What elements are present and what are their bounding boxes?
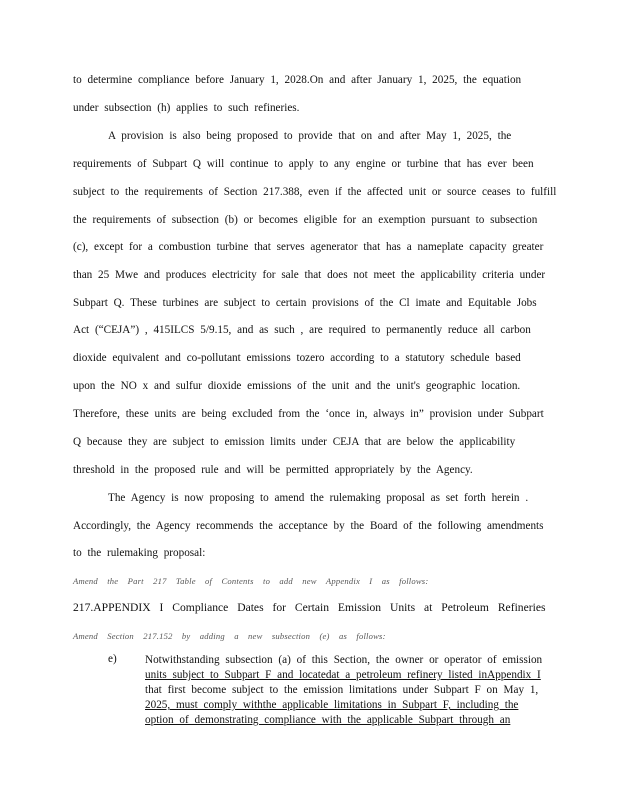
subsection-line: Notwithstanding subsection (a) of this Section, the owner or operator of emission [145,654,543,666]
amendment-instruction: Amend Section 217.152 by adding a new subsection (e) as follows: [73,631,386,641]
body-line: to determine compliance before January 1, 2028.On and after January 1, 2025, the equation [73,74,522,86]
body-line: the requirements of subsection (b) or becomes eligible for an exemption pursuant to subsection [73,214,538,226]
body-line: dioxide equivalent and co-pollutant emissions tozero according to a statutory schedule based [73,352,521,364]
body-line: Act (“CEJA”) , 415ILCS 5/9.15, and as such , are required to permanently reduce all carbon [73,324,531,336]
subsection-line: 2025, must comply withthe applicable limitations in Subpart F, including the [145,699,519,711]
subsection-line: option of demonstrating compliance with the applicable Subpart through an [145,714,511,726]
body-line: threshold in the proposed rule and will be permitted appropriately by the Agency. [73,464,473,476]
appendix-heading: 217.APPENDIX I Compliance Dates for Certain Emission Units at Petroleum Refineries [73,601,546,614]
body-line: Q because they are subject to emission limits under CEJA that are below the applicability [73,436,516,448]
amendment-instruction: Amend the Part 217 Table of Contents to add new Appendix I as follows: [73,576,429,586]
body-line: Accordingly, the Agency recommends the acceptance by the Board of the following amendments [73,520,544,532]
body-line: upon the NO x and sulfur dioxide emissions of the unit and the unit's geographic location. [73,380,521,392]
body-line: to the rulemaking proposal: [73,547,206,559]
body-line: than 25 Mwe and produces electricity for sale that does not meet the applicability criteria under [73,269,546,281]
body-line: under subsection (h) applies to such refineries. [73,102,300,114]
body-line: Subpart Q. These turbines are subject to certain provisions of the Cl imate and Equitable Jobs [73,297,537,309]
subsection-line: that first become subject to the emission limitations under Subpart F on May 1, [145,684,539,696]
body-line: requirements of Subpart Q will continue to apply to any engine or turbine that has ever been [73,158,534,170]
body-line: Therefore, these units are being excluded from the ‘once in, always in” provision under Subpart [73,408,544,420]
subsection-line: units subject to Subpart F and locatedat a petroleum refinery listed inAppendix I [145,669,541,681]
body-line: (c), except for a combustion turbine that serves agenerator that has a nameplate capacity greater [73,241,544,253]
body-line: A provision is also being proposed to provide that on and after May 1, 2025, the [108,130,512,142]
body-line: subject to the requirements of Section 217.388, even if the affected unit or source ceases to fulfill [73,186,557,198]
body-line: The Agency is now proposing to amend the rulemaking proposal as set forth herein . [108,492,529,504]
subsection-label: e) [108,653,117,665]
